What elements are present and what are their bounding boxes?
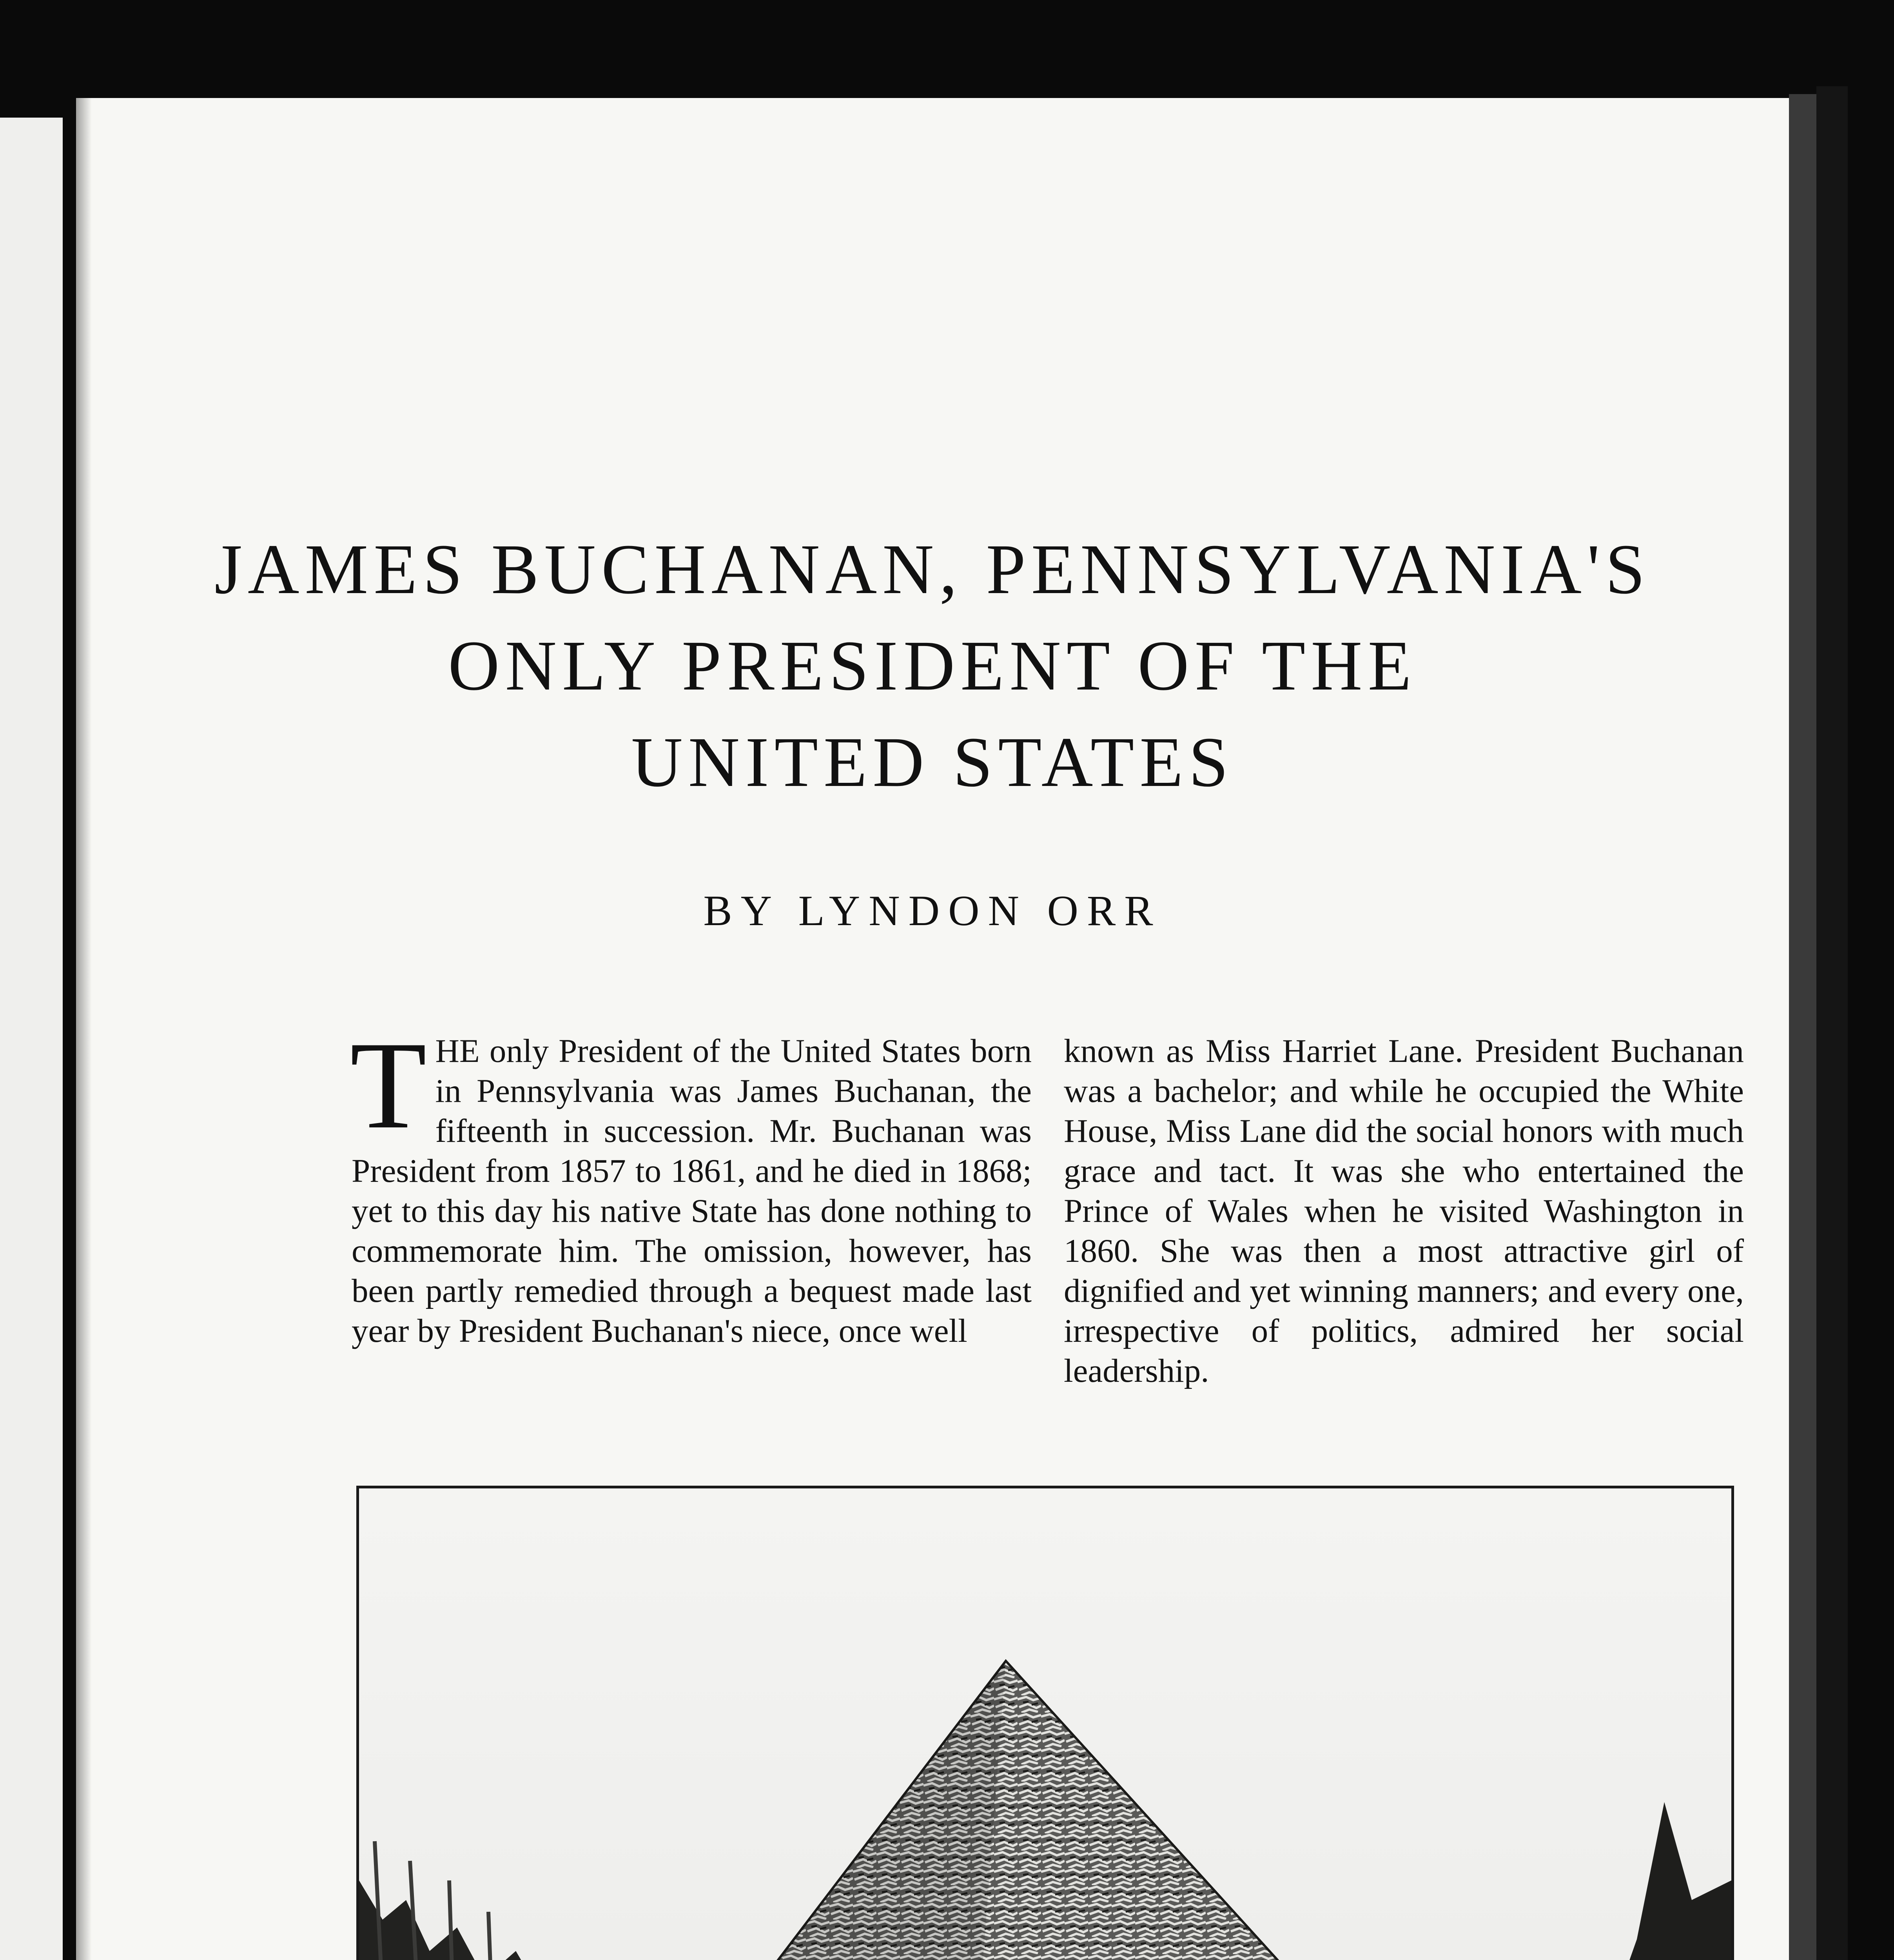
previous-page-edge — [0, 118, 63, 1960]
page-gutter — [63, 98, 76, 1960]
pyramid-monument-image — [359, 1488, 1731, 1960]
title-line-1: JAMES BUCHANAN, PENNSYLVANIA'S — [214, 530, 1651, 609]
scan-border — [1816, 86, 1848, 1960]
spine-shadow — [76, 98, 92, 1960]
book-binding-edge — [1789, 94, 1816, 1960]
title-line-3: UNITED STATES — [631, 723, 1234, 802]
title-line-2: ONLY PRESIDENT OF THE — [448, 626, 1417, 705]
column-left-text: HE only President of the United States born in Pennsylvania was James Buchanan, the fifteenth in succession. Mr. Buchanan was President from 1857 to 1861, and he died in 1868; yet to this day his native State has done nothing to commemorate him. The omission, however, has been partly remedied through a bequest made last year by President Buchanan's niece, once well — [352, 1033, 1032, 1349]
magazine-page — [76, 98, 1789, 1960]
article-title — [76, 521, 1789, 811]
article-column-left — [350, 1016, 1032, 1351]
article-column-right — [1064, 1031, 1744, 1391]
monument-photograph — [356, 1486, 1734, 1960]
byline: BY LYNDON ORR — [703, 887, 1162, 935]
drop-cap: T — [350, 1016, 427, 1155]
column-right-text: known as Miss Harriet Lane. President Buchanan was a bachelor; and while he occupied the White House, Miss Lane did the social honors with much grace and tact. It was she who entertained the Prince of Wales when he visited Washington in 1860. She was then a most attractive girl of dignified and yet winning manners; and every one, irrespective of politics, admired her social leadership. — [1064, 1033, 1744, 1389]
